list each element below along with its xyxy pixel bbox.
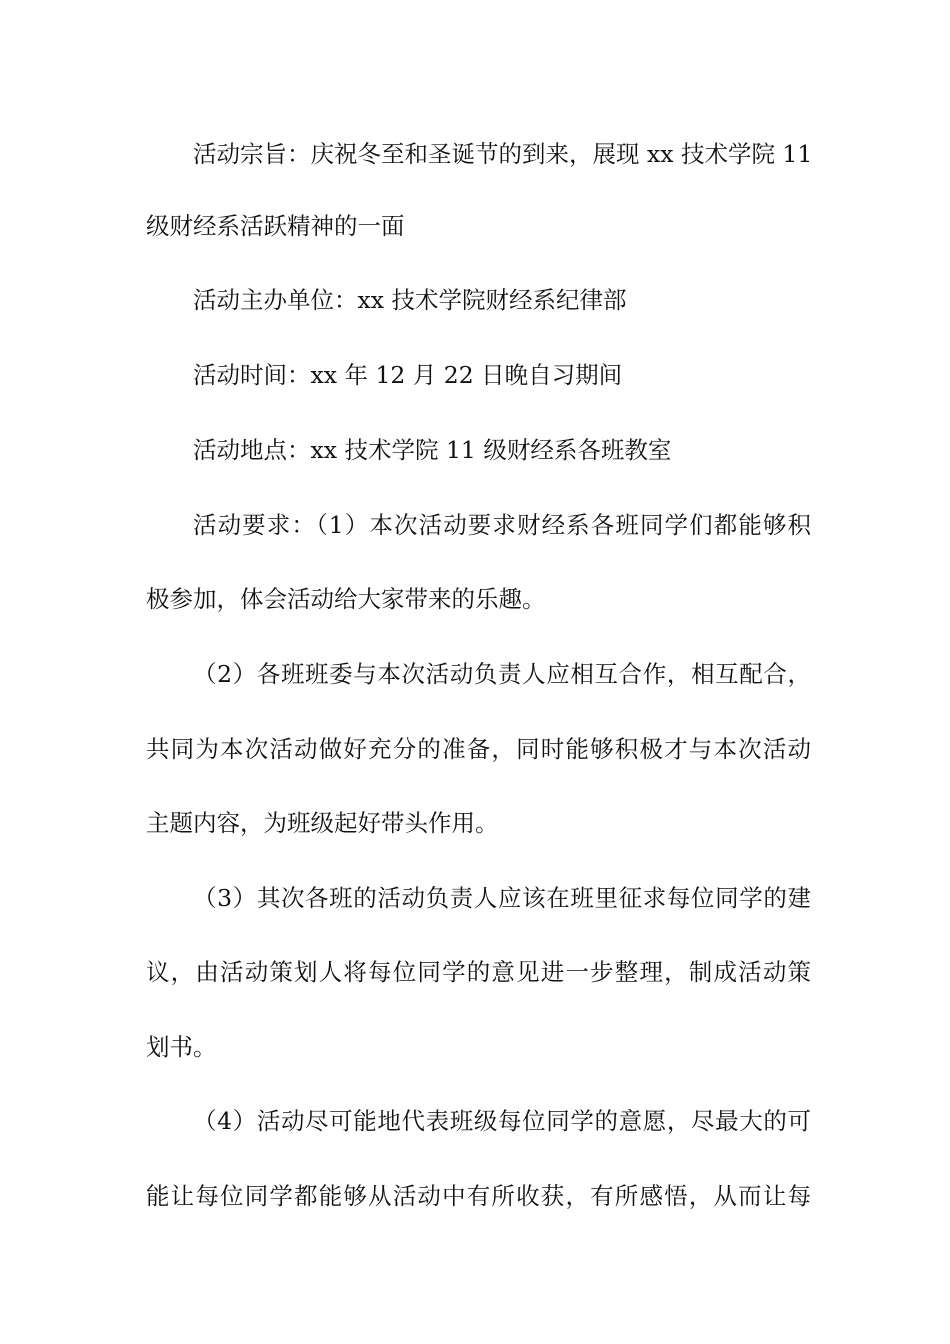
requirement-4-line-2: 能让每位同学都能够从活动中有所收获，有所感悟，从而让每 xyxy=(146,1182,811,1210)
requirement-1-line-1: 活动要求：（1）本次活动要求财经系各班同学们都能够积 xyxy=(193,511,811,539)
location-line: 活动地点：xx 技术学院 11 级财经系各班教室 xyxy=(193,436,672,464)
organizer-line: 活动主办单位：xx 技术学院财经系纪律部 xyxy=(193,286,627,314)
requirement-3-line-3: 划书。 xyxy=(146,1033,217,1061)
requirement-2-line-3: 主题内容，为班级起好带头作用。 xyxy=(146,809,499,837)
purpose-line-1: 活动宗旨：庆祝冬至和圣诞节的到来，展现 xx 技术学院 11 xyxy=(193,140,813,168)
requirement-3-line-1: （3）其次各班的活动负责人应该在班里征求每位同学的建 xyxy=(193,884,811,912)
requirement-4-line-1: （4）活动尽可能地代表班级每位同学的意愿，尽最大的可 xyxy=(193,1107,811,1135)
purpose-line-2: 级财经系活跃精神的一面 xyxy=(146,212,405,240)
requirement-3-line-2: 议，由活动策划人将每位同学的意见进一步整理，制成活动策 xyxy=(146,958,811,986)
requirement-2-line-2: 共同为本次活动做好充分的准备，同时能够积极才与本次活动 xyxy=(146,735,811,763)
time-line: 活动时间：xx 年 12 月 22 日晚自习期间 xyxy=(193,361,623,389)
requirement-2-line-1: （2）各班班委与本次活动负责人应相互合作，相互配合， xyxy=(193,660,811,688)
requirement-1-line-2: 极参加，体会活动给大家带来的乐趣。 xyxy=(146,585,546,613)
